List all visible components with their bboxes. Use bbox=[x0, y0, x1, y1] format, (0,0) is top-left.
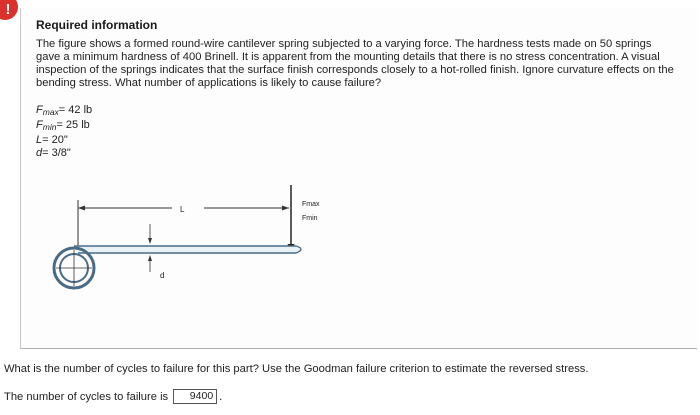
fmin-label: Fmin bbox=[302, 215, 318, 222]
given-length: L= 20" bbox=[36, 134, 68, 146]
dimension-label-L: L bbox=[180, 205, 185, 214]
dimension-arrow-right bbox=[282, 206, 289, 211]
given-fmin: $F_{min}= 25$ lb bbox=[36, 119, 90, 132]
required-info-heading: Required information bbox=[36, 18, 158, 32]
answer-input[interactable]: 9400 bbox=[173, 389, 217, 404]
given-diameter: d= 3/8" bbox=[36, 147, 71, 159]
problem-statement: The figure shows a formed round-wire cantilever spring subjected to a varying force. The hardness tests made on 50 springs gave a minimum hardness of 400 Brinell. It is apparent from the mounting details that there is no stress concentration. A visual inspection of the springs indicates that the surface finish corresponds closely to a hot-rolled finish. Ignore curvature effects on the bending stress. What number of applications is likely to cause failure? bbox=[36, 38, 674, 89]
given-fmax: $F_{max}= 42$ lb bbox=[36, 104, 93, 117]
spring-wire bbox=[74, 246, 301, 253]
given-values bbox=[36, 104, 92, 160]
answer-label: The number of cycles to failure is bbox=[4, 390, 169, 403]
fmax-label: Fmax bbox=[302, 201, 320, 208]
answer-suffix: . bbox=[219, 390, 223, 403]
question-text: What is the number of cycles to failure for this part? Use the Goodman failure criterion to estimate the reversed stress. bbox=[4, 363, 589, 375]
cantilever-spring-figure bbox=[44, 180, 344, 305]
dimension-label-d: d bbox=[160, 271, 165, 280]
dimension-arrow-left bbox=[78, 206, 85, 211]
alert-icon: ! bbox=[0, 0, 18, 20]
answer-line bbox=[4, 389, 222, 404]
